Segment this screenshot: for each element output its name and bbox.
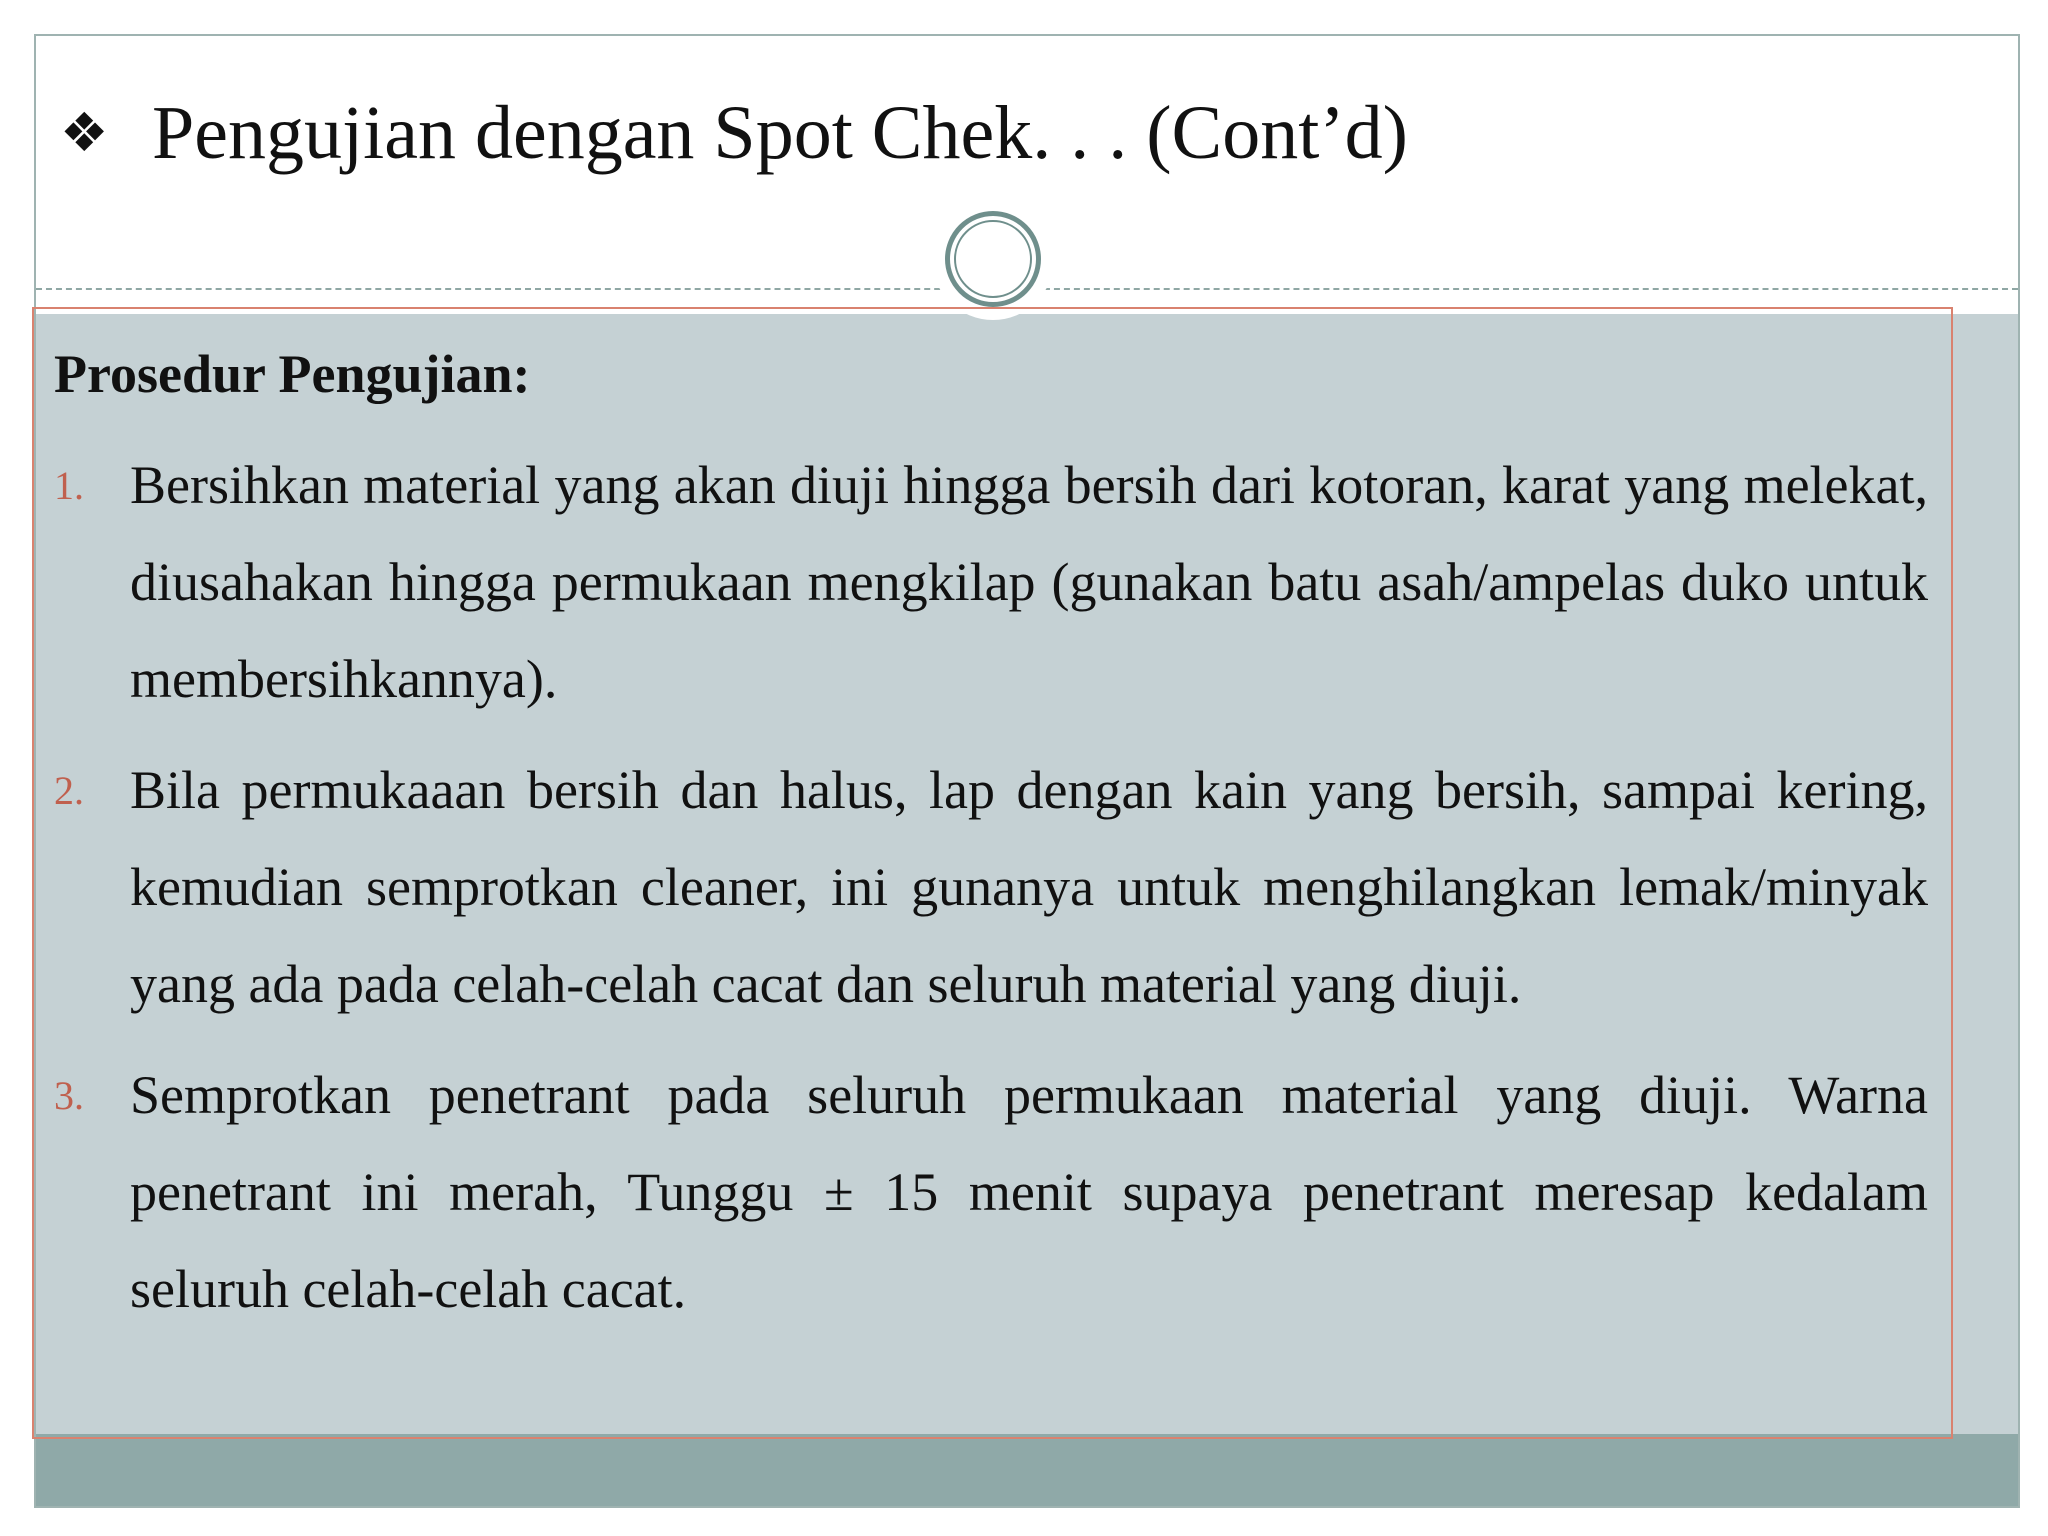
diamond-bullet-icon: ❖ <box>60 101 109 164</box>
procedure-list <box>54 437 1928 1338</box>
step-number: 2. <box>54 767 84 813</box>
list-item <box>54 437 1928 728</box>
footer-band <box>36 1434 2018 1508</box>
step-number: 3. <box>54 1072 84 1118</box>
title-row <box>60 91 1408 175</box>
slide-content <box>54 342 1928 1352</box>
step-text: Bila permukaaan bersih dan halus, lap dengan kain yang bersih, sampai kering, kemudian semprotkan cleaner, ini gunanya untuk menghilangkan lemak/minyak yang ada pada celah-celah cacat dan seluruh material yang diuji. <box>130 759 1928 1014</box>
section-heading: Prosedur Pengujian: <box>54 344 531 404</box>
list-item <box>54 1047 1928 1338</box>
list-item <box>54 742 1928 1033</box>
step-text: Semprotkan penetrant pada seluruh permukaan material yang diuji. Warna penetrant ini merah, Tunggu ± 15 menit supaya penetrant meresap kedalam seluruh celah-celah cacat. <box>130 1064 1928 1319</box>
step-number: 1. <box>54 462 84 508</box>
step-text: Bersihkan material yang akan diuji hingga bersih dari kotoran, karat yang melekat, diusahakan hingga permukaan mengkilap (gunakan batu asah/ampelas duko untuk membersihkannya). <box>130 454 1928 709</box>
slide-title: Pengujian dengan Spot Chek. . . (Cont’d) <box>152 91 1408 175</box>
circle-ornament-inner <box>954 220 1032 298</box>
